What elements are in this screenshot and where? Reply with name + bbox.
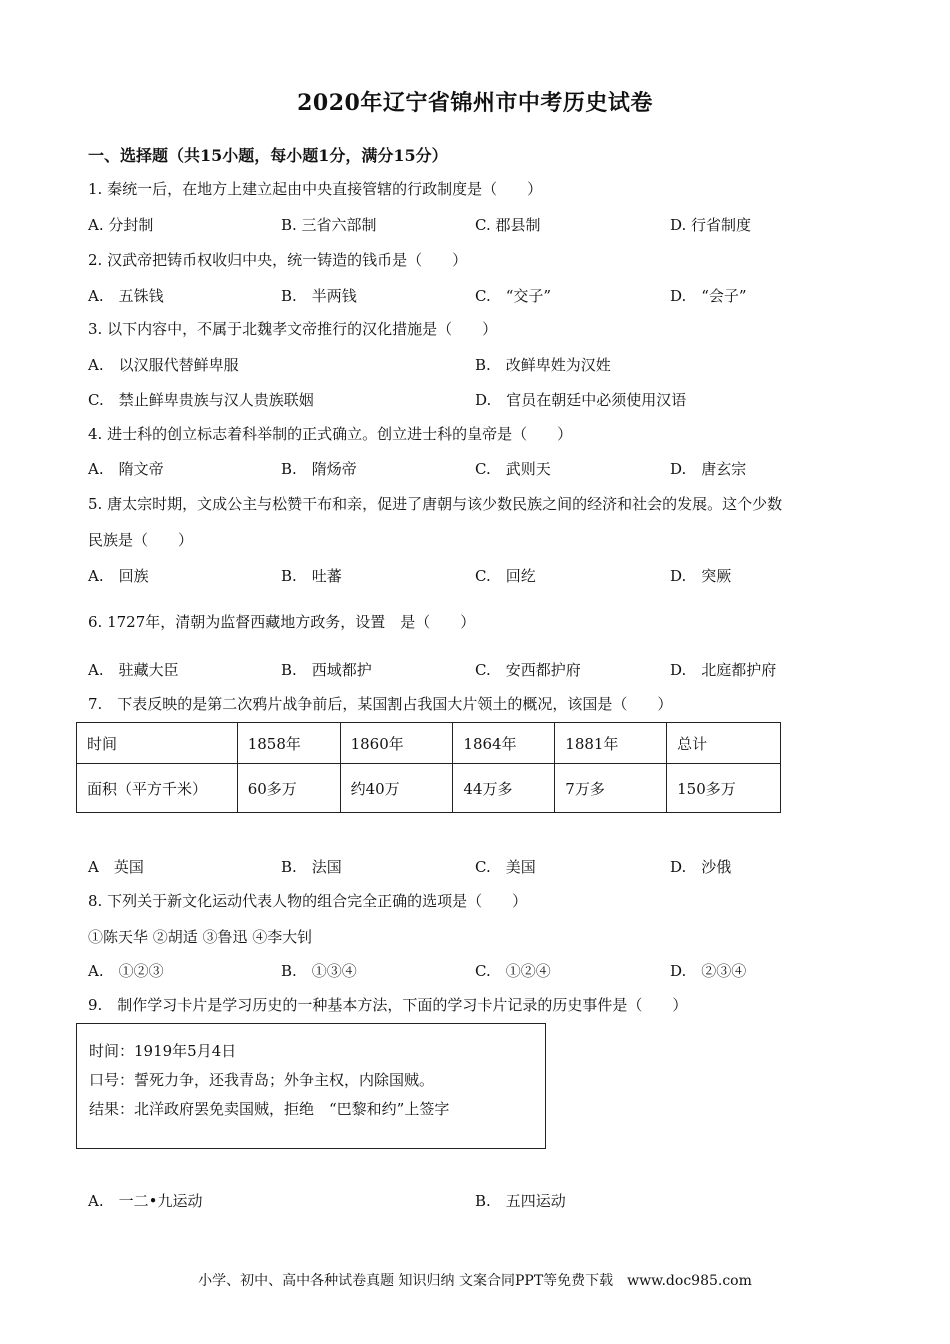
q4-option-b[interactable]: B. 隋炀帝 xyxy=(281,460,357,478)
q2-option-c[interactable]: C. “交子” xyxy=(475,287,552,305)
q3-option-c[interactable]: C. 禁止鲜卑贵族与汉人贵族联姻 xyxy=(88,391,314,409)
page-title: 2020年辽宁省锦州市中考历史试卷 xyxy=(297,90,653,116)
q6-option-c[interactable]: C. 安西都护府 xyxy=(475,661,581,679)
table-cell: 1881年 xyxy=(555,723,667,764)
q5-option-c[interactable]: C. 回纥 xyxy=(475,567,536,585)
question-8-stem: 8. 下列关于新文化运动代表人物的组合完全正确的选项是（ ） xyxy=(88,892,528,910)
q7-option-b[interactable]: B. 法国 xyxy=(281,858,342,876)
question-5-stem: 5. 唐太宗时期，文成公主与松赞干布和亲，促进了唐朝与该少数民族之间的经济和社会的发展。这个少数 xyxy=(88,495,783,513)
q3-option-a[interactable]: A. 以汉服代替鲜卑服 xyxy=(88,356,239,374)
q7-option-c[interactable]: C. 美国 xyxy=(475,858,536,876)
q8-option-d[interactable]: D. ②③④ xyxy=(670,962,747,980)
territory-table xyxy=(76,722,781,813)
table-cell: 60多万 xyxy=(237,764,340,813)
table-cell: 1860年 xyxy=(340,723,453,764)
q7-option-a[interactable]: A 英国 xyxy=(88,858,144,876)
q2-option-a[interactable]: A. 五铢钱 xyxy=(88,287,164,305)
q8-option-c[interactable]: C. ①②④ xyxy=(475,962,551,980)
card-result: 结果：北洋政府罢免卖国贼，拒绝 “巴黎和约”上签字 xyxy=(89,1100,450,1118)
table-cell: 面积（平方千米） xyxy=(77,764,238,813)
table-cell: 约40万 xyxy=(340,764,453,813)
study-card xyxy=(76,1023,546,1149)
card-slogan: 口号：誓死力争，还我青岛；外争主权，内除国贼。 xyxy=(89,1071,435,1089)
q5-option-b[interactable]: B. 吐蕃 xyxy=(281,567,342,585)
table-cell: 1858年 xyxy=(237,723,340,764)
q5-option-a[interactable]: A. 回族 xyxy=(88,567,149,585)
table-cell: 总计 xyxy=(667,723,781,764)
section-heading: 一、选择题（共15小题，每小题1分，满分15分） xyxy=(88,146,448,165)
card-time: 时间：1919年5月4日 xyxy=(89,1042,237,1060)
footer-note: 小学、初中、高中各种试卷真题 知识归纳 文案合同PPT等免费下载 www.doc985.com xyxy=(198,1273,752,1289)
question-6-stem: 6. 1727年，清朝为监督西藏地方政务，设置 是（ ） xyxy=(88,613,476,631)
q4-option-d[interactable]: D. 唐玄宗 xyxy=(670,460,747,478)
table-cell: 1864年 xyxy=(453,723,555,764)
table-cell: 44万多 xyxy=(453,764,555,813)
q3-option-d[interactable]: D. 官员在朝廷中必须使用汉语 xyxy=(475,391,687,409)
q1-option-c[interactable]: C. 郡县制 xyxy=(475,216,541,234)
q1-option-d[interactable]: D. 行省制度 xyxy=(670,216,752,234)
q2-option-b[interactable]: B. 半两钱 xyxy=(281,287,357,305)
q1-option-a[interactable]: A. 分封制 xyxy=(88,216,154,234)
question-7-stem: 7. 下表反映的是第二次鸦片战争前后，某国割占我国大片领土的概况，该国是（ ） xyxy=(88,695,673,713)
q3-option-b[interactable]: B. 改鲜卑姓为汉姓 xyxy=(475,356,611,374)
q6-option-d[interactable]: D. 北庭都护府 xyxy=(670,661,777,679)
table-header-row xyxy=(77,723,781,764)
question-2-stem: 2. 汉武帝把铸币权收归中央，统一铸造的钱币是（ ） xyxy=(88,251,468,269)
q7-option-d[interactable]: D. 沙俄 xyxy=(670,858,732,876)
q9-option-a[interactable]: A. 一二•九运动 xyxy=(88,1192,203,1210)
table-cell: 150多万 xyxy=(667,764,781,813)
q4-option-c[interactable]: C. 武则天 xyxy=(475,460,551,478)
q4-option-a[interactable]: A. 隋文帝 xyxy=(88,460,164,478)
q9-option-b[interactable]: B. 五四运动 xyxy=(475,1192,566,1210)
q8-option-a[interactable]: A. ①②③ xyxy=(88,962,164,980)
q1-option-b[interactable]: B. 三省六部制 xyxy=(281,216,377,234)
q6-option-a[interactable]: A. 驻藏大臣 xyxy=(88,661,179,679)
question-8-items: ①陈天华 ②胡适 ③鲁迅 ④李大钊 xyxy=(88,928,313,946)
question-4-stem: 4. 进士科的创立标志着科举制的正式确立。创立进士科的皇帝是（ ） xyxy=(88,425,573,443)
question-9-stem: 9. 制作学习卡片是学习历史的一种基本方法，下面的学习卡片记录的历史事件是（ ） xyxy=(88,996,688,1014)
q5-option-d[interactable]: D. 突厥 xyxy=(670,567,732,585)
table-row xyxy=(77,764,781,813)
q6-option-b[interactable]: B. 西域都护 xyxy=(281,661,372,679)
table-cell: 7万多 xyxy=(555,764,667,813)
question-3-stem: 3. 以下内容中，不属于北魏孝文帝推行的汉化措施是（ ） xyxy=(88,320,498,338)
question-5-stem-cont: 民族是（ ） xyxy=(88,531,194,549)
table-cell: 时间 xyxy=(77,723,238,764)
q8-option-b[interactable]: B. ①③④ xyxy=(281,962,357,980)
q2-option-d[interactable]: D. “会子” xyxy=(670,287,747,305)
question-1-stem: 1. 秦统一后，在地方上建立起由中央直接管辖的行政制度是（ ） xyxy=(88,180,543,198)
